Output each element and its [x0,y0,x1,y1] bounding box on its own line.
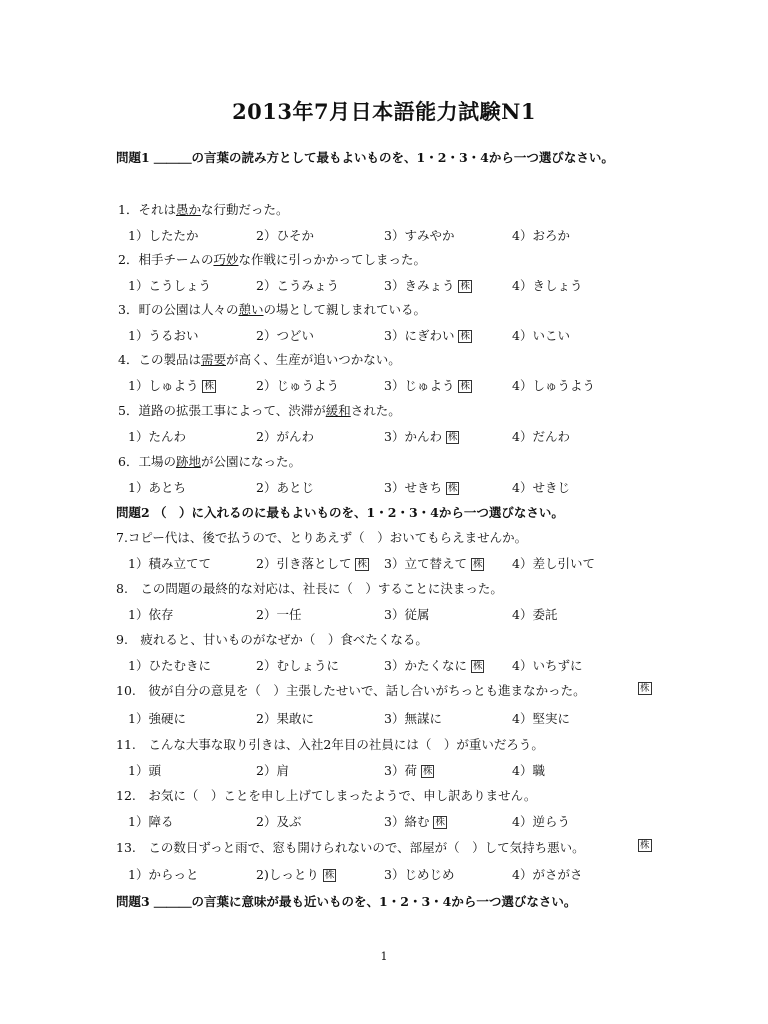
option-2: 2）あとじ [256,480,314,495]
question-12: 12. お気に（ ）ことを申し上げてしまったようで、申し訳ありません。 [116,788,537,803]
option-1: 1）強硬に [128,711,186,726]
stamp-mark: 株 [472,559,483,570]
option-1: 1）しゅよう 株 [128,378,214,393]
stamp-mark: 株 [640,683,650,694]
options-q6 [128,478,688,496]
stamp-mark: 株 [460,281,470,292]
options-q13 [128,865,688,883]
question-6: 6．工場の跡地が公園になった。 [118,454,301,469]
question-7: 7.コピー代は、後で払うので、とりあえず（ ）おいてもらえませんか。 [116,530,528,545]
options-q4 [128,376,688,394]
target-word: 緩和 [325,403,351,418]
option-2: 2）ひそか [256,228,314,243]
option-4: 4）せきじ [512,480,570,495]
option-4: 4）委託 [512,607,558,622]
option-1: 1）障る [128,814,174,829]
target-word: 跡地 [175,454,201,469]
section-heading-3: 問題3 ＿＿＿の言葉に意味が最も近いものを、1・2・3・4から一つ選びなさい。 [116,894,577,909]
page-number: 1 [380,950,388,963]
option-2: 2)しっとり 株 [256,867,335,882]
stamp-mark: 株 [357,559,367,570]
option-4: 4）しゅうよう [512,378,595,393]
question-11: 11. こんな大事な取り引きは、入社2年目の社員には（ ）が重いだろう。 [116,737,544,752]
option-3: 3）荷 株 [384,763,433,778]
stamp-mark: 株 [640,840,650,851]
option-4: 4）いちずに [512,658,583,673]
target-word: 巧妙 [213,252,239,267]
option-2: 2）じゅうよう [256,378,339,393]
options-q2 [128,276,688,294]
option-1: 1）からっと [128,867,199,882]
option-4: 4）逆らう [512,814,570,829]
section-heading-2: 問題2 （ ）に入れるのに最もよいものを、1・2・3・4から一つ選びなさい。 [116,505,564,520]
option-2: 2）及ぶ [256,814,302,829]
options-q3 [128,326,688,344]
option-1: 1）ひたむきに [128,658,211,673]
option-2: 2）がんわ [256,429,314,444]
option-3: 3）にぎわい 株 [384,328,470,343]
section-heading-1: 問題1 ＿＿＿の言葉の読み方として最もよいものを、1・2・3・4から一つ選びなさい。 [116,150,614,165]
option-1: 1）依存 [128,607,174,622]
stamp-mark: 株 [324,870,335,881]
options-q5 [128,427,688,445]
option-4: 4）堅実に [512,711,570,726]
option-1: 1）たんわ [128,429,186,444]
option-2: 2）一任 [256,607,302,622]
question-5: 5．道路の拡張工事によって、渋滞が緩和された。 [118,403,401,418]
question-4: 4．この製品は需要が高く、生産が追いつかない。 [118,352,401,367]
exam-title: 2013年7月日本語能力試験N1 [232,99,536,124]
question-3: 3．町の公園は人々の憩いの場として親しまれている。 [118,302,426,317]
option-3: 3）立て替えて 株 [384,556,483,571]
option-3: 3）じめじめ [384,867,455,882]
option-3: 3）無謀に [384,711,442,726]
options-q1 [128,226,688,244]
option-1: 1）こうしょう [128,278,211,293]
option-4: 4）きしょう [512,278,583,293]
options-q7 [128,554,688,572]
target-word: 需要 [200,352,226,367]
option-4: 4）いこい [512,328,570,343]
question-1: 1．それは愚かな行動だった。 [118,202,289,217]
option-4: 4）差し引いて [512,556,595,571]
target-word: 憩い [238,302,264,317]
options-q12 [128,812,688,830]
option-3: 3）絡む 株 [384,814,445,829]
option-2: 2）こうみょう [256,278,339,293]
option-2: 2）肩 [256,763,289,778]
question-8: 8. この問題の最終的な対応は、社長に（ ）することに決まった。 [116,581,503,596]
options-q10 [128,709,688,727]
option-4: 4）だんわ [512,429,570,444]
option-3: 3）じゅよう 株 [384,378,470,393]
option-1: 1）うるおい [128,328,199,343]
options-q9 [128,656,688,674]
option-3: 3）きみょう 株 [384,278,470,293]
options-q8 [128,605,688,623]
option-4: 4）おろか [512,228,570,243]
option-3: 3）せきち 株 [384,480,458,495]
option-4: 4）がさがさ [512,867,583,882]
option-2: 2）つどい [256,328,314,343]
stamp-mark: 株 [422,766,433,777]
question-9: 9. 疲れると、甘いものがなぜか（ ）食べたくなる。 [116,632,428,647]
option-3: 3）かんわ 株 [384,429,458,444]
option-2: 2）引き落として 株 [256,556,367,571]
stamp-mark: 株 [435,817,445,828]
option-3: 3）かたくなに 株 [384,658,483,673]
option-4: 4）職 [512,763,545,778]
stamp-mark: 株 [460,381,470,392]
stamp-mark: 株 [460,331,470,342]
options-q11 [128,761,688,779]
option-2: 2）むしょうに [256,658,339,673]
question-10: 10. 彼が自分の意見を（ ）主張したせいで、話し合いがちっとも進まなかった。 [116,683,586,698]
stamp-mark: 株 [204,381,214,392]
stamp-mark: 株 [447,432,458,443]
option-2: 2）果敢に [256,711,314,726]
option-3: 3）すみやか [384,228,455,243]
stamp-mark: 株 [447,483,458,494]
question-2: 2．相手チームの巧妙な作戦に引っかかってしまった。 [118,252,426,267]
option-1: 1）頭 [128,763,161,778]
option-1: 1）あとち [128,480,186,495]
option-3: 3）従属 [384,607,430,622]
stamp-mark: 株 [472,661,483,672]
target-word: 愚か [175,202,201,217]
option-1: 1）積み立てて [128,556,211,571]
option-1: 1）したたか [128,228,199,243]
question-13: 13. この数日ずっと雨で、窓も開けられないので、部屋が（ ）して気持ち悪い。 [116,840,585,855]
